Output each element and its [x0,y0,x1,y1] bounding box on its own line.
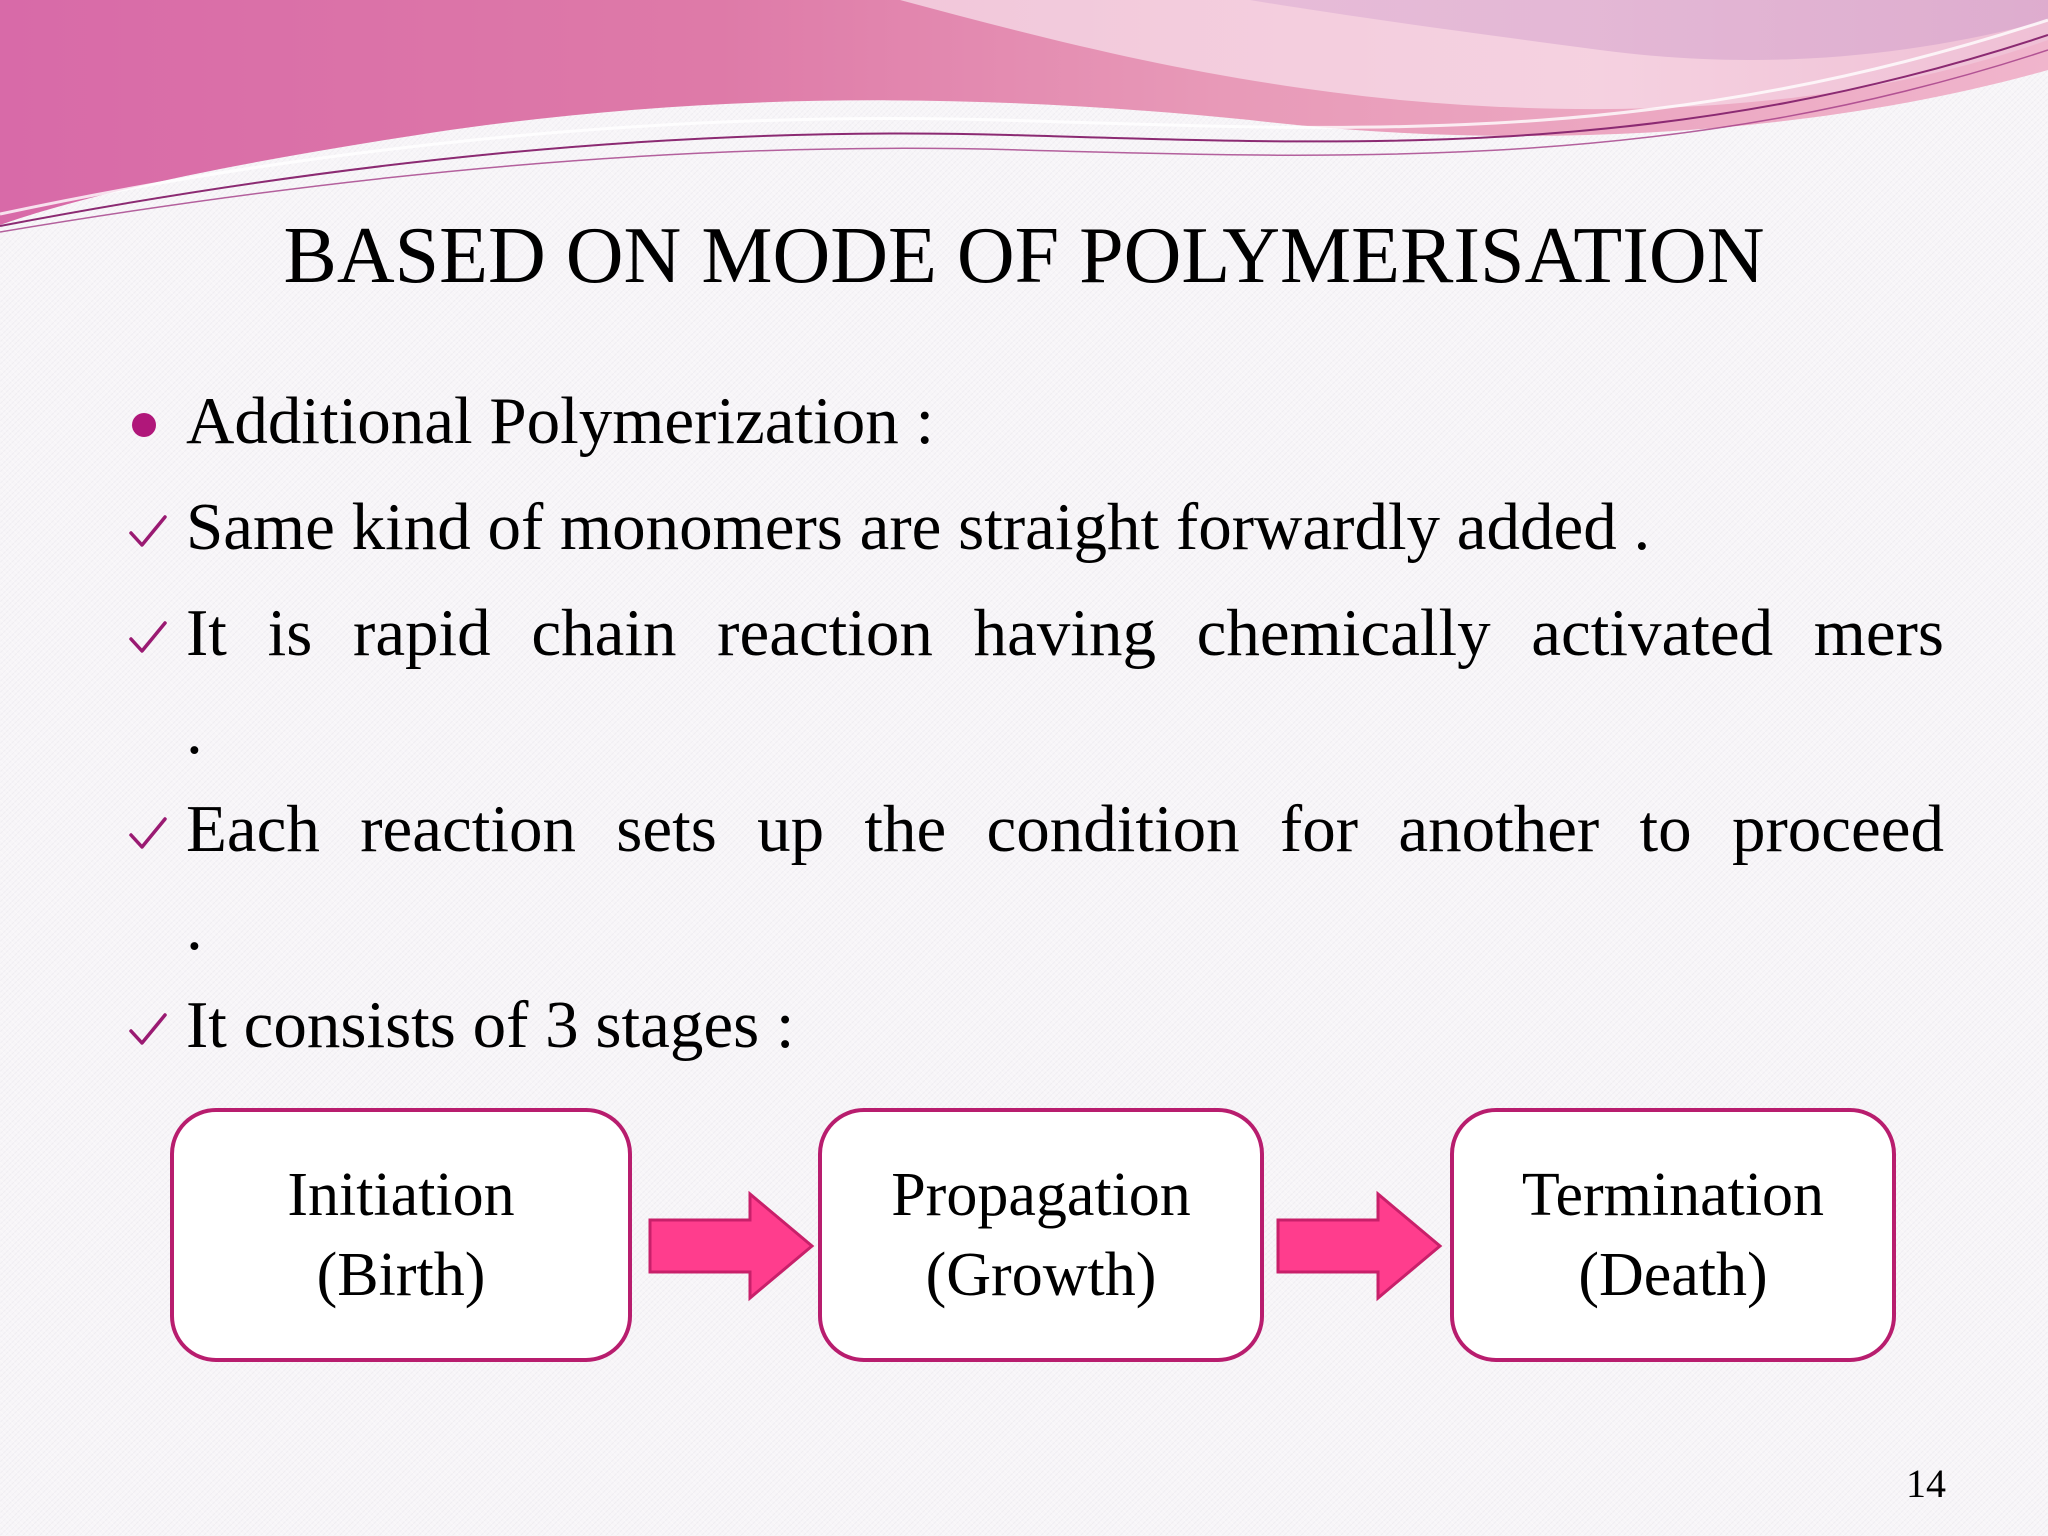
bullet-item [124,584,1944,780]
bullet-text-continuation: . [186,890,203,964]
stage-sub: (Death) [1578,1241,1768,1309]
stage-name: Propagation [891,1161,1191,1229]
bullet-item [124,780,1944,976]
page-number: 14 [1906,1461,1946,1506]
bullet-item [124,372,1944,470]
check-icon [126,584,180,682]
stage-sub: (Growth) [925,1241,1157,1309]
stage-sub: (Birth) [316,1241,486,1309]
arrow-right-icon [646,1190,818,1302]
bullet-text: Same kind of monomers are straight forwardly added . [186,490,1651,564]
stage-name: Termination [1521,1161,1825,1229]
bullet-text: Each reaction sets up the condition for another to proceed [186,792,1944,866]
bullet-item [124,478,1944,576]
stage-box-propagation [818,1108,1264,1362]
check-icon [126,976,180,1074]
stage-box-termination [1450,1108,1896,1362]
stage-name: Initiation [287,1161,515,1229]
bullet-text-continuation: . [186,694,203,768]
bullet-text: Additional Polymerization : [186,384,935,458]
slide-title: BASED ON MODE OF POLYMERISATION [283,212,1765,300]
dot-icon [126,372,180,470]
bullet-list [124,372,1944,1074]
bullet-text: It consists of 3 stages : [186,988,795,1062]
header-wave-decoration [0,0,2048,240]
arrow-right-icon [1274,1190,1446,1302]
check-icon [126,478,180,576]
check-icon [126,780,180,878]
bullet-item [124,976,1944,1074]
stage-box-initiation [170,1108,632,1362]
bullet-text: It is rapid chain reaction having chemically activated mers [186,596,1944,670]
